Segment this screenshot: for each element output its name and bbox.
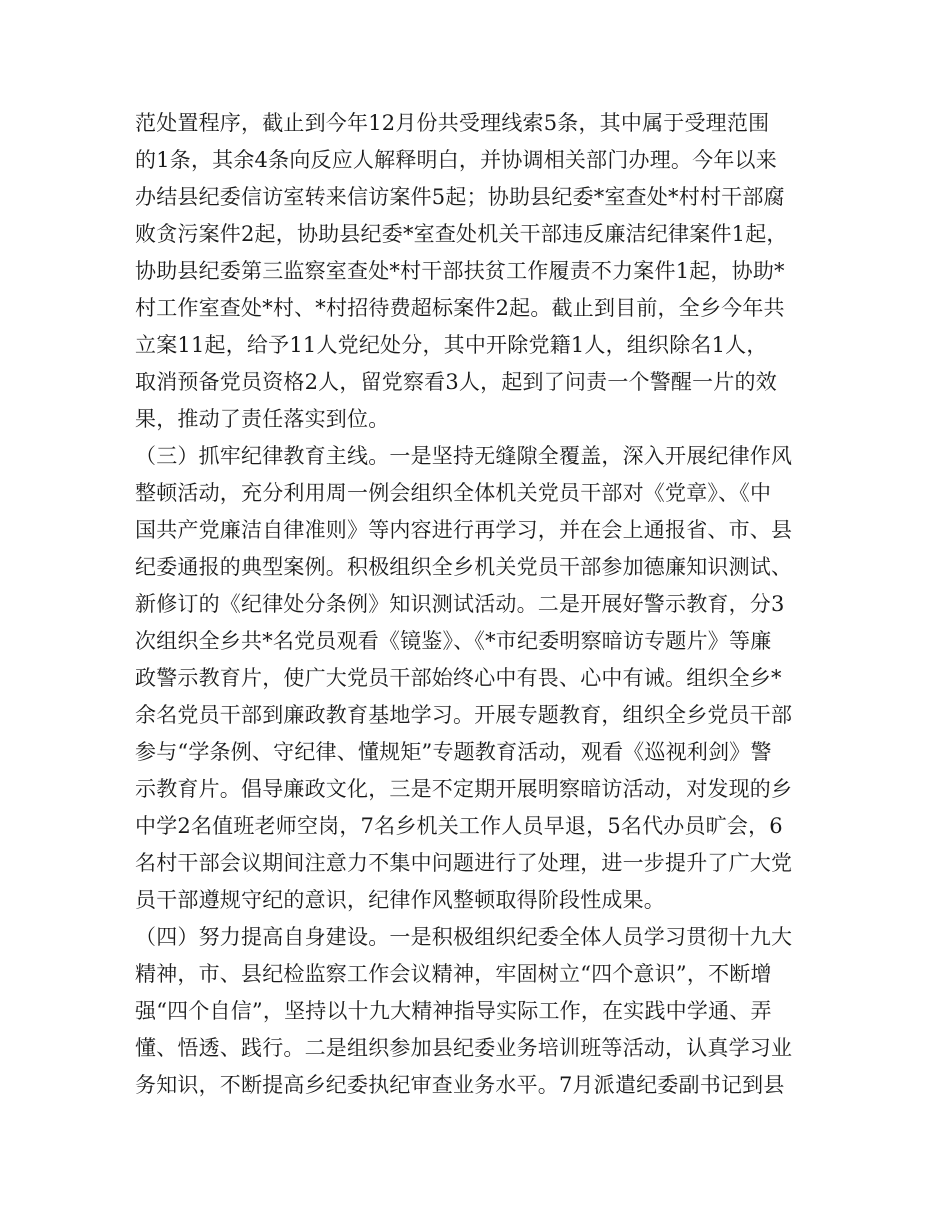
text-line: 果，推动了责任落实到位。 — [135, 407, 390, 431]
text-line: 立案11起，给予11人党纪处分，其中开除党籍1人，组织除名1人， — [135, 333, 768, 357]
text-line: 中学2名值班老师空岗，7名乡机关工作人员早退，5名代办员旷会，6 — [135, 814, 783, 838]
text-line: 国共产党廉洁自律准则》等内容进行再学习，并在会上通报省、市、县 — [135, 518, 793, 542]
section-heading-line: （三）抓牢纪律教育主线。一是坚持无缝隙全覆盖，深入开展纪律作风 — [135, 444, 793, 468]
text-line: 纪委通报的典型案例。积极组织全乡机关党员干部参加德廉知识测试、 — [135, 555, 793, 579]
text-line: 精神，市、县纪检监察工作会议精神，牢固树立“四个意识”，不断增 — [135, 962, 772, 986]
text-line: 新修订的《纪律处分条例》知识测试活动。二是开展好警示教育，分3 — [135, 592, 785, 616]
text-line: 败贪污案件2起，协助县纪委*室查处机关干部违反廉洁纪律案件1起， — [135, 222, 788, 246]
text-line: 员干部遵规守纪的意识，纪律作风整顿取得阶段性成果。 — [135, 888, 665, 912]
text-line: 协助县纪委第三监察室查处*村干部扶贫工作履责不力案件1起，协助* — [135, 259, 785, 283]
text-line: 政警示教育片，使广大党员干部始终心中有畏、心中有诫。组织全乡* — [135, 666, 782, 690]
text-line: 强“四个自信”，坚持以十九大精神指导实际工作，在实践中学通、弄 — [135, 999, 772, 1023]
text-line: 示教育片。倡导廉政文化，三是不定期开展明察暗访活动，对发现的乡 — [135, 777, 793, 801]
text-line: 余名党员干部到廉政教育基地学习。开展专题教育，组织全乡党员干部 — [135, 703, 793, 727]
text-line: 懂、悟透、践行。二是组织参加县纪委业务培训班等活动，认真学习业 — [135, 1036, 793, 1060]
document-body — [135, 105, 825, 1104]
text-line: 村工作室查处*村、*村招待费超标案件2起。截止到目前，全乡今年共 — [135, 296, 785, 320]
text-line: 范处置程序，截止到今年12月份共受理线索5条，其中属于受理范围 — [135, 111, 770, 135]
text-line: 务知识，不断提高乡纪委执纪审查业务水平。7月派遣纪委副书记到县 — [135, 1073, 785, 1097]
text-line: 取消预备党员资格2人，留党察看3人，起到了问责一个警醒一片的效 — [135, 370, 777, 394]
text-line: 名村干部会议期间注意力不集中问题进行了处理，进一步提升了广大党 — [135, 851, 793, 875]
section-heading-line: （四）努力提高自身建设。一是积极组织纪委全体人员学习贯彻十九大 — [135, 925, 793, 949]
text-line: 次组织全乡共*名党员观看《镜鉴》、《*市纪委明察暗访专题片》等廉 — [135, 629, 772, 653]
text-line: 整顿活动，充分利用周一例会组织全体机关党员干部对《党章》、《中 — [135, 481, 772, 505]
text-line: 的1条，其余4条向反应人解释明白，并协调相关部门办理。今年以来 — [135, 148, 777, 172]
text-line: 办结县纪委信访室转来信访案件5起；协助县纪委*室查处*村村干部腐 — [135, 185, 785, 209]
text-line: 参与“学条例、守纪律、懂规矩”专题教育活动，观看《巡视利剑》警 — [135, 740, 772, 764]
